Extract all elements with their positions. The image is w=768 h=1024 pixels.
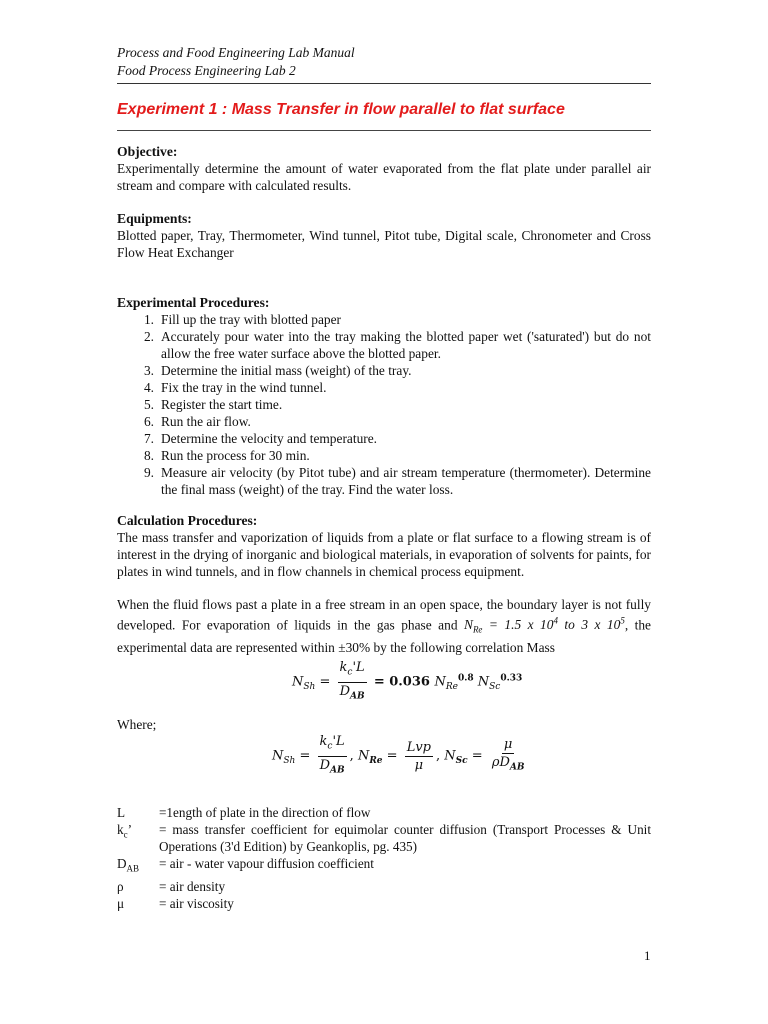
definition-row: [117, 855, 651, 878]
procedure-step: [117, 328, 651, 362]
procedures-section: [117, 294, 651, 498]
eq2-f1-num-sub: c: [327, 741, 333, 752]
step-number: 8.: [143, 448, 154, 463]
def-text: = air viscosity: [159, 895, 234, 911]
procedure-step: [117, 311, 651, 328]
step-number: 7.: [143, 431, 154, 446]
procedure-step: [117, 430, 651, 447]
def-symbol-tail: ’: [127, 822, 132, 837]
eq2-f3-num: μ: [503, 736, 513, 752]
eq2-f1-den-sub: AB: [330, 765, 345, 776]
procedure-step: [117, 379, 651, 396]
definition-row: [117, 804, 651, 821]
def-text: = air density: [159, 878, 226, 894]
def-text: = mass transfer coefficient for equimolar counter diffusion (Transport Processes & Unit Operations (3'd Edition) by Geankoplis, pg. 435): [159, 822, 651, 854]
eq1-nsc-exp: 0.33: [500, 673, 523, 684]
eq2-nre: N: [357, 748, 370, 764]
equipments-text: Blotted paper, Tray, Thermometer, Wind tunnel, Pitot tube, Digital scale, Chronometer and Cross Flow Heat Exchanger: [117, 228, 651, 260]
where-label: Where;: [117, 717, 157, 732]
header-divider: [117, 83, 651, 84]
step-text: Fill up the tray with blotted paper: [161, 312, 341, 327]
para2-text-b: , the experimental data are represented within ±30% by the following correlation Mass: [117, 617, 651, 656]
procedure-step: [117, 464, 651, 498]
para2-nre: N: [464, 617, 473, 633]
eq1-nsh: N: [292, 674, 304, 690]
header-line-2: Food Process Engineering Lab 2: [117, 63, 296, 78]
def-text: =1ength of plate in the direction of flow: [159, 805, 371, 820]
eq2-nsc-sub: Sc: [455, 756, 468, 767]
objective-heading: Objective:: [117, 144, 178, 159]
eq2-f2-num: Lvp: [406, 739, 432, 755]
step-number: 6.: [143, 414, 154, 429]
eq1-num-tail: 'L: [352, 660, 365, 675]
eq1-num-sub: c: [347, 667, 353, 678]
calculation-paragraph-2: [117, 596, 651, 656]
eq1-nre-exp: 0.8: [457, 673, 474, 684]
step-text: Determine the velocity and temperature.: [161, 431, 378, 446]
eq2-nsc: N: [444, 748, 456, 764]
para2-text-a: When the fluid flows past a plate in a free stream in an open space, the boundary layer is not fully developed. For evaporation of liquids in the gas phase and: [117, 597, 651, 633]
eq2-f3-den-sub: AB: [509, 762, 525, 773]
def-text: = air - water vapour diffusion coefficient: [159, 856, 374, 871]
step-text: Fix the tray in the wind tunnel.: [161, 380, 327, 395]
sherwood-correlation-equation: $N_{Sh}$ = $\frac{k_c'L}{D_{AB}}$ = 0.036 $N_{Re}^{0.8}$ $N_{Sc}^{0.33}$: [292, 660, 522, 704]
objective-text: Experimentally determine the amount of water evaporated from the flat plate under parallel air stream and compare with calculated results.: [117, 161, 651, 193]
procedure-step: [117, 413, 651, 430]
def-symbol-sub: AB: [126, 863, 140, 874]
para2-nre-sub: Re: [472, 625, 483, 636]
eq1-den-sub: AB: [350, 691, 365, 702]
step-text: Measure air velocity (by Pitot tube) and air stream temperature (thermometer). Determine the final mass (weight) of the tray. Find the water loss.: [161, 465, 651, 497]
para2-exp2: 5: [620, 616, 625, 626]
step-text: Run the air flow.: [161, 414, 251, 429]
procedure-step: [117, 447, 651, 464]
eq1-nre: N: [434, 674, 446, 690]
calculation-heading: Calculation Procedures:: [117, 513, 258, 528]
eq2-fraction-2: [405, 740, 433, 773]
para2-range-a: = 1.5 x 10: [482, 617, 554, 633]
eq1-fraction: [338, 660, 367, 704]
step-text: Register the start time.: [161, 397, 283, 412]
def-symbol: L: [117, 805, 126, 820]
step-number: 4.: [143, 380, 154, 395]
eq2-nre-sub: Re: [369, 756, 383, 767]
step-text: Accurately pour water into the tray making the blotted paper wet ('saturated') but do not allow the free water surface above the blotted paper.: [161, 329, 651, 361]
eq2-nsh: N: [272, 748, 284, 764]
title-underline: [117, 130, 651, 131]
procedures-heading: Experimental Procedures:: [117, 295, 270, 310]
step-text: Run the process for 30 min.: [161, 448, 310, 463]
page-number: 1: [644, 948, 651, 963]
def-symbol: D: [117, 856, 127, 871]
para2-exp1: 4: [553, 616, 558, 626]
def-symbol: k: [117, 822, 124, 837]
eq2-fraction-3: [490, 737, 527, 776]
definition-row: [117, 821, 651, 855]
eq1-nsc: N: [477, 674, 490, 690]
definition-row: [117, 878, 651, 895]
eq2-f1-den: D: [319, 757, 331, 773]
step-number: 5.: [143, 397, 154, 412]
procedure-steps: [117, 311, 651, 498]
step-text: Determine the initial mass (weight) of the tray.: [161, 363, 412, 378]
equipments-heading: Equipments:: [117, 211, 192, 226]
definition-row: [117, 895, 651, 912]
para2-range-b: to 3 x 10: [557, 617, 621, 633]
eq1-nsc-sub: Sc: [489, 682, 501, 693]
calculation-section: [117, 512, 651, 580]
header-line-1: Process and Food Engineering Lab Manual: [117, 45, 355, 60]
procedure-step: [117, 362, 651, 379]
eq2-f2-den: μ: [414, 757, 424, 773]
running-header: [117, 44, 355, 80]
eq1-constant: = 0.036: [373, 674, 435, 690]
equipments-section: [117, 210, 651, 261]
step-number: 1.: [143, 312, 154, 327]
objective-section: [117, 143, 651, 194]
eq2-f3-den: ρD: [491, 754, 510, 770]
step-number: 2.: [143, 329, 154, 344]
eq1-num: k: [339, 660, 348, 675]
step-number: 9.: [143, 465, 154, 480]
def-symbol: μ: [117, 895, 125, 911]
def-symbol: ρ: [117, 878, 124, 894]
eq2-f1-num: k: [319, 734, 328, 749]
procedure-step: [117, 396, 651, 413]
eq2-fraction-1: [318, 734, 347, 778]
eq1-nsh-sub: Sh: [303, 682, 316, 693]
dimensionless-numbers-equation: $N_{Sh}$ = $\frac{k_c'L}{D_{AB}}$ , $N_{Re}$ = $\frac{\text{Lvp}}{\mu}$ , $N_{Sc}$ = $\frac{\mu}{\rho D_{AB}}$: [272, 734, 529, 778]
eq1-nre-sub: Re: [445, 682, 458, 693]
symbol-definitions: [117, 804, 651, 912]
experiment-title: Experiment 1 : Mass Transfer in flow parallel to flat surface: [117, 101, 565, 118]
eq2-f1-num-tail: 'L: [332, 734, 345, 749]
eq1-den: D: [339, 683, 351, 699]
eq2-nsh-sub: Sh: [283, 756, 296, 767]
def-symbol-sub: c: [123, 829, 128, 840]
calculation-paragraph-1: The mass transfer and vaporization of liquids from a plate or flat surface to a flowing stream is of interest in the drying of inorganic and biological materials, in evaporation of solvents for paints, for plates in wind tunnels, and in flow channels in chemical process equipment.: [117, 530, 651, 579]
step-number: 3.: [143, 363, 154, 378]
